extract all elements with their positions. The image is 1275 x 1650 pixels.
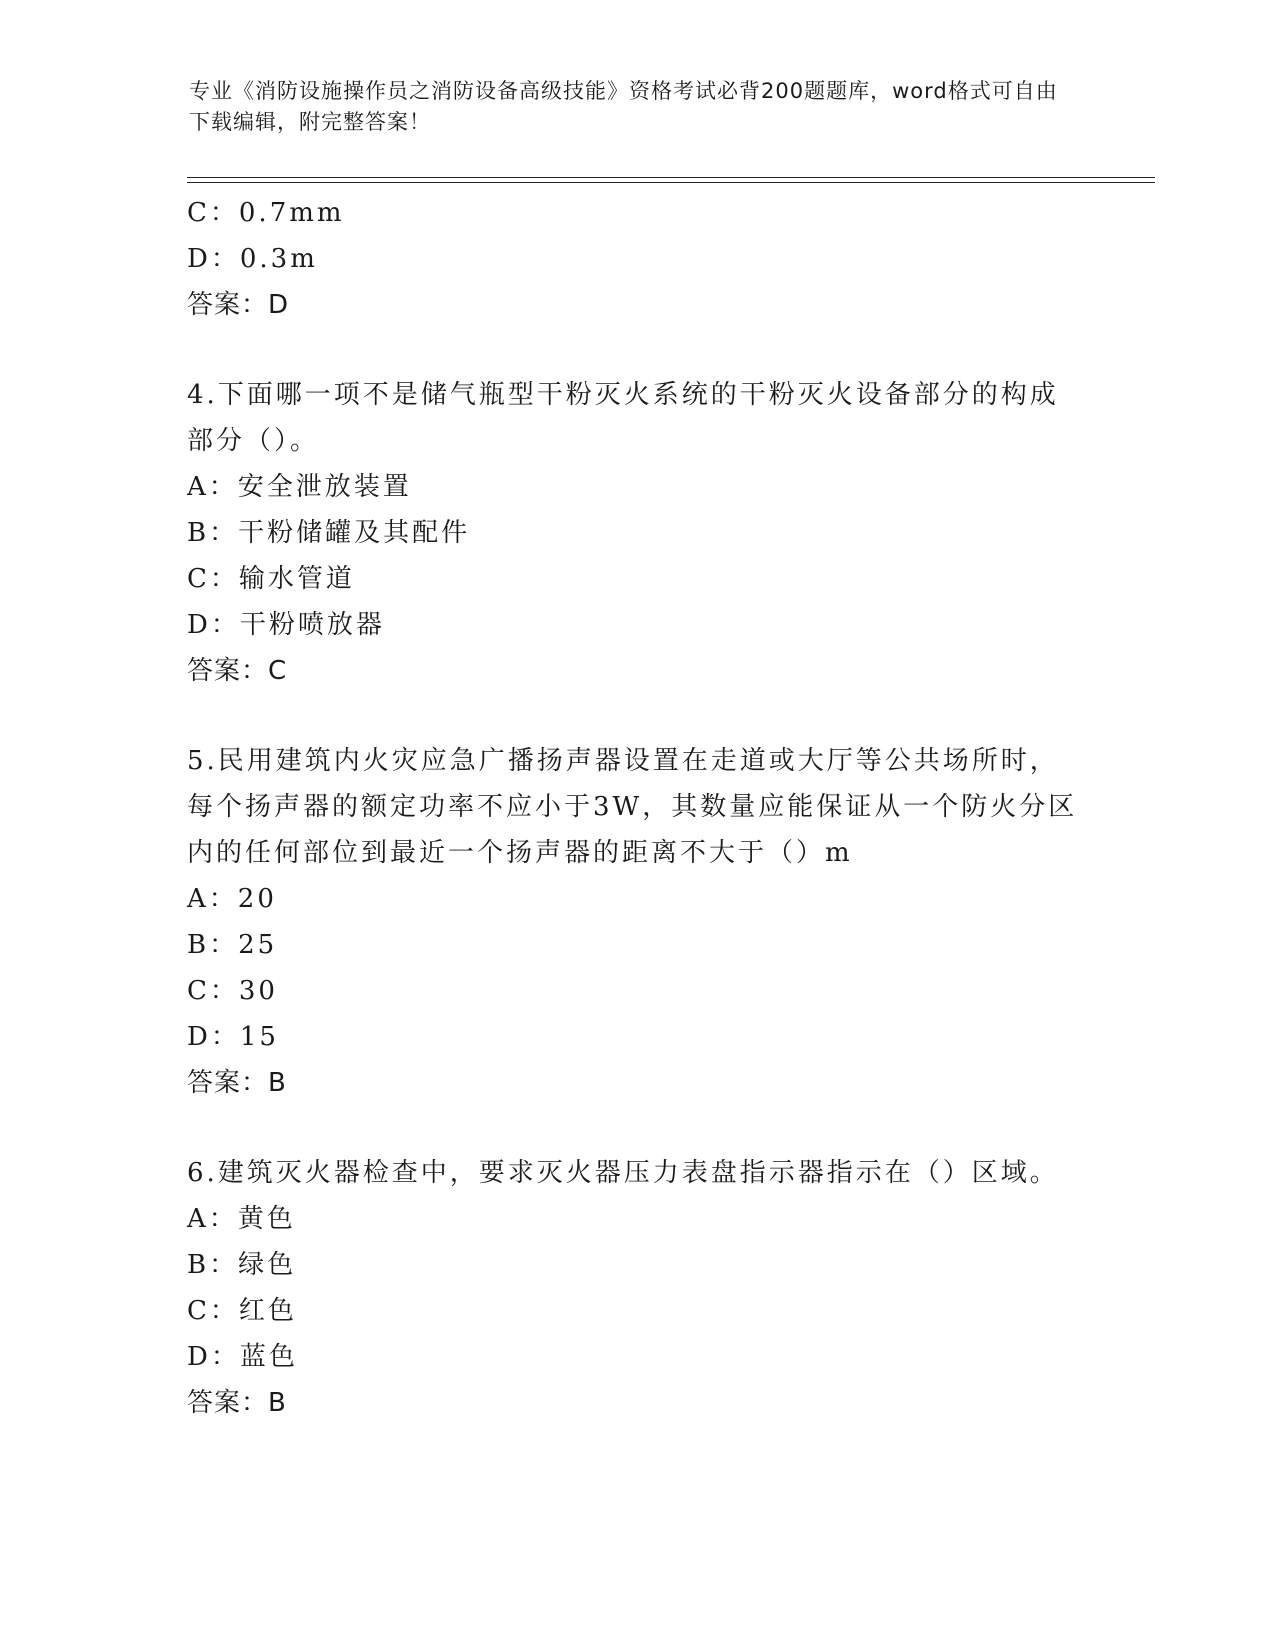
option-c: C：30 (187, 976, 278, 1006)
header-divider-bottom (187, 182, 1155, 183)
question-6 (187, 1150, 1087, 1426)
option-c: C：输水管道 (187, 564, 355, 594)
option-b: B：干粉储罐及其配件 (187, 518, 471, 548)
spacer (187, 694, 1087, 738)
option-a: A：黄色 (187, 1204, 296, 1234)
question-list (187, 190, 1087, 1426)
option-a: A：20 (187, 884, 277, 914)
question-stem: 5.民用建筑内火灾应急广播扬声器设置在走道或大厅等公共场所时，每个扬声器的额定功率不应小于3W，其数量应能保证从一个防火分区内的任何部位到最近一个扬声器的距离不大于（）m (187, 746, 1078, 868)
question-3-continued (187, 190, 1087, 328)
option-c: C：0.7mm (187, 198, 345, 228)
option-d: D：干粉喷放器 (187, 610, 385, 640)
answer-label: 答案：B (187, 1068, 287, 1098)
option-b: B：25 (187, 930, 278, 960)
option-d: D：蓝色 (187, 1342, 298, 1372)
answer-label: 答案：D (187, 290, 290, 320)
question-5 (187, 738, 1087, 1106)
option-d: D：15 (187, 1022, 279, 1052)
spacer (187, 1106, 1087, 1150)
option-d: D：0.3m (187, 244, 318, 274)
spacer (187, 328, 1087, 372)
option-c: C：红色 (187, 1296, 297, 1326)
option-a: A：安全泄放装置 (187, 472, 412, 502)
page-header: 专业《消防设施操作员之消防设备高级技能》资格考试必背200题题库，word格式可自由下载编辑，附完整答案！ (189, 79, 1058, 134)
question-stem: 6.建筑灭火器检查中，要求灭火器压力表盘指示器指示在（）区域。 (187, 1158, 1059, 1188)
question-4 (187, 372, 1087, 694)
answer-label: 答案：C (187, 656, 288, 686)
question-stem: 4.下面哪一项不是储气瓶型干粉灭火系统的干粉灭火设备部分的构成部分（）。 (187, 380, 1059, 456)
option-b: B：绿色 (187, 1250, 297, 1280)
answer-label: 答案：B (187, 1388, 287, 1418)
header-divider-top (187, 177, 1155, 178)
